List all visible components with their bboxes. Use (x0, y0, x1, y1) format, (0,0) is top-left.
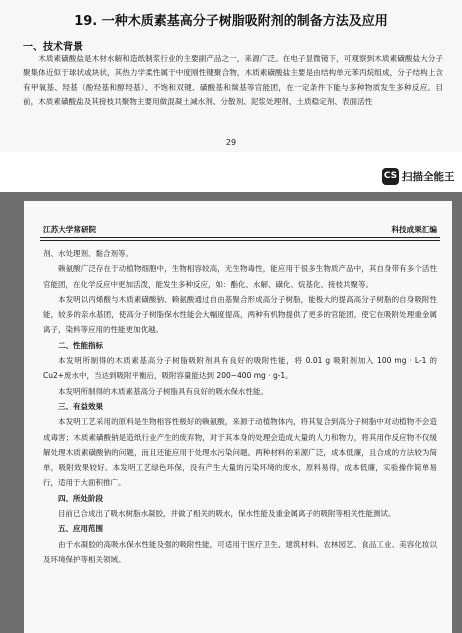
section-heading-stage: 四、所处阶段 (58, 493, 103, 503)
document-page-top (0, 0, 462, 152)
performance-paragraph-1: 本发明所制得的木质素基高分子树脂吸附剂具有良好的吸附性能，将 0.01 g 吸附剂加入 100 mg · L-1 的 Cu2+废水中，当达到吸附平衡后，吸附容量能达到 200~400 mg · g-1。 (43, 356, 437, 381)
page-content (43, 246, 437, 567)
section-heading-benefits: 三、有益效果 (58, 401, 103, 411)
section-heading-scope: 五、应用范围 (58, 524, 103, 534)
header-rule (40, 237, 440, 241)
camscanner-logo-icon: CS (382, 168, 399, 185)
scope-paragraph: 由于水凝胶的高吸水保水性能及强的吸附性能，可适用于医疗卫生、建筑材料、农林园艺、食品工业、美容化妆以及环境保护等相关领域。 (43, 539, 437, 564)
stage-paragraph: 目前已合成出了吸水树脂水凝胶，并做了相关的吸水，保水性能及重金属离子的吸附等相关性能测试。 (58, 509, 396, 519)
lysine-paragraph: 赖氨酸广泛存在于动植物细胞中，生物相容较高，无生物毒性，能应用于很多生物质产品中，其自身带有多个活性官能团，在化学反应中更加活泼，能发生多种反应，如：酯化、水解、磺化、烷基化、接枝共聚等。 (43, 264, 437, 289)
document-page-bottom (24, 201, 452, 633)
benefits-paragraph: 本发明工艺采用的原料是生物相容性极好的赖氨酸，来源于动植物体内，将其复合到高分子树脂中对动植物不会造成毒害；木质素磺酸钠是造纸行业产生的废弃物，对于其本身的处理会造成大量的人力和物力，将其用作反应物不仅缓解处理木质素磺酸钠的问题，而且还能应用于处理水污染问题。两种材料的来源广泛，成本低廉，且合成的方法较为简单，吸附效果较好。本发明工艺绿色环保，没有产生大量的污染环境的废水，原料易得，成本低廉，实验操作简单易行，适用于大面积推广。 (43, 417, 437, 488)
continuation-text: 剂、水处理剂、黏合剂等。 (43, 249, 133, 258)
document-title: 19. 一种木质素基高分子树脂吸附剂的制备方法及应用 (74, 14, 388, 29)
invention-paragraph: 本发明以丙烯酸与木质素磺酸钠、赖氨酸通过自由基聚合形成高分子树脂，能极大的提高高分子树脂的自身吸附性能，较多的亲水基团，使高分子树脂保水性能会大幅度提高，两种有机物提供了更多的官能团，使它在吸附处理重金属离子，染料等应用的性能更加优越。 (43, 294, 437, 335)
running-header-left: 江苏大学常研院 (43, 225, 97, 234)
performance-paragraph-2: 本发明所制得的木质素基高分子树脂具有良好的吸水保水性能。 (58, 386, 268, 396)
scanner-watermark-text: 扫描全能王 (402, 171, 455, 183)
background-paragraph: 木质素磺酸盐是木材水解和造纸制浆行业的主要副产品之一，来源广泛。在电子显微镜下，可观察到木质素磺酸盐大分子聚集体近似于球状或块状，其热力学柔性属于中度刚性键聚合物，木质素磺酸盐主要是由结构单元苯丙烷组成，分子结构上含有甲氧基、羟基（酚羟基和醇羟基）、不饱和双键、磺酸基和羰基等官能团，在一定条件下能与多种物质发生多种反应。目前，木质素磺酸盐及其接枝共聚物主要用做混凝土减水剂、分散剂、泥浆处理剂、土质稳定剂、表面活性 (23, 54, 443, 107)
running-header-right: 科技成果汇编 (391, 225, 437, 234)
page-number: 29 (225, 138, 237, 147)
section-heading-background: 一、技术背景 (23, 42, 83, 53)
section-heading-performance: 二、性能指标 (58, 340, 103, 350)
